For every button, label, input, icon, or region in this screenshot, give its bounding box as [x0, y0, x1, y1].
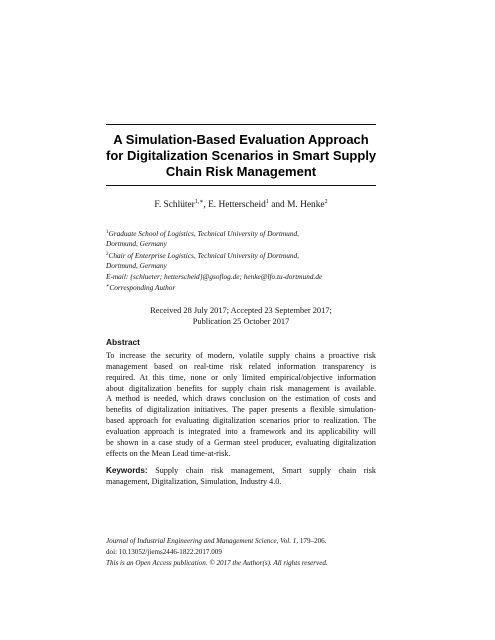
abstract-line: about digitalization benefits for supply chain risk management is available. [106, 383, 376, 393]
abstract-line: be shown in a case study of a German steel producer, evaluating digitalization [106, 437, 376, 447]
doi: doi: 10.13052/jiems2446-1822.2017.009 [106, 548, 222, 556]
author-emails: E-mail: {schlueter; hetterscheid}@gsoflog.de; henke@lfo.tu-dortmund.de [106, 271, 323, 281]
corresponding-author-sup: ∗ [106, 284, 110, 290]
author-list [106, 198, 376, 210]
affiliation-1-line-2: Dortmund, Germany [106, 239, 167, 249]
publication-date: Publication 25 October 2017 [192, 317, 290, 326]
author-separator: , [203, 200, 209, 210]
open-access-notice: This is an Open Access publication. © 2017 the Author(s). All rights reserved. [106, 559, 328, 567]
author-1-sup: 1,∗ [194, 199, 204, 205]
paper-title [106, 132, 376, 180]
affiliation-2 [106, 250, 376, 261]
author-2-sup: 1 [265, 199, 269, 205]
affiliation-1-sup: 1 [106, 230, 109, 235]
affiliation-2-line-1: Chair of Enterprise Logistics, Technical University of Dortmund, [108, 250, 299, 260]
abstract-line: effects on the Mean Lead time-at-risk. [106, 448, 231, 458]
affiliation-2-sup: 2 [106, 251, 109, 257]
abstract-line: evaluation approach is integrated into a framework and its applicability will [106, 426, 376, 436]
title-line-3: Chain Risk Management [165, 164, 317, 179]
publication-dates [106, 305, 376, 327]
page-range: 179–206. [299, 537, 327, 545]
keywords-block [106, 466, 376, 488]
corresponding-author-label: Corresponding Author [109, 283, 176, 293]
keywords-line-2: management, Digitalization, Simulation, Industry 4.0. [106, 476, 282, 486]
abstract-line: A method is needed, which draws conclusion on the estimation of costs and [106, 394, 376, 404]
journal-citation [106, 536, 376, 547]
affiliation-1 [106, 228, 376, 239]
abstract-body [106, 351, 376, 459]
affiliations [106, 228, 376, 293]
author-3: M. Henke [287, 200, 325, 210]
journal-footer [106, 536, 376, 569]
affiliation-1-line-1: Graduate School of Logistics, Technical University of Dortmund, [108, 229, 299, 238]
received-accepted-dates: Received 28 July 2017; Accepted 23 September 2017; [150, 306, 332, 315]
title-line-1: A Simulation-Based Evaluation Approach [113, 132, 369, 147]
keywords-text: Supply chain risk management, Smart supply chain risk [147, 466, 376, 475]
abstract-line: required. At this time, none or only limited empirical/objective information [106, 372, 376, 382]
author-separator: and [268, 200, 288, 210]
keywords-line-1 [106, 466, 376, 477]
abstract-line: based approach for evaluating digitalization scenarios prior to realization. The [106, 416, 376, 426]
abstract-line: benefits of digitalization initiatives. The paper presents a flexible simulation- [106, 405, 376, 415]
title-line-2: for Digitalization Scenarios in Smart Supply [106, 148, 377, 163]
author-2: E. Hetterscheid [208, 200, 266, 210]
journal-name: Journal of Industrial Engineering and Management Science, Vol. 1, [106, 537, 299, 545]
abstract-line: To increase the security of modern, volatile supply chains a proactive risk [106, 351, 376, 360]
corresponding-author-note [106, 282, 376, 293]
title-bottom-rule [106, 185, 376, 186]
title-top-rule [106, 124, 376, 125]
keywords-label: Keywords: [106, 466, 148, 475]
affiliation-2-line-2: Dortmund, Germany [106, 261, 167, 271]
author-1: F. Schlüter [154, 200, 195, 210]
author-3-sup: 2 [324, 199, 328, 205]
abstract-line: management based on real-time risk related information transparency is [106, 361, 376, 371]
abstract-heading: Abstract [106, 337, 140, 347]
